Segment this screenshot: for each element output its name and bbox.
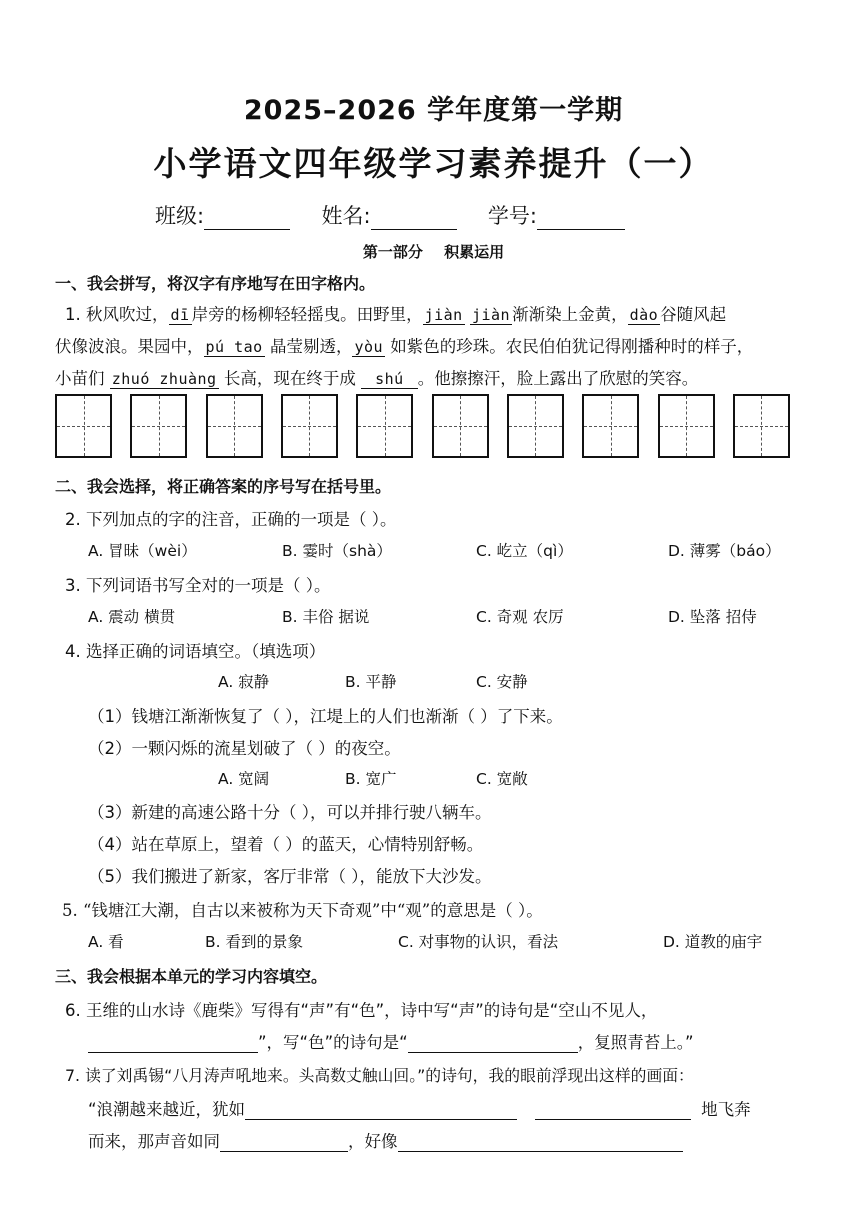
q7-blank-1[interactable] xyxy=(245,1101,517,1120)
q7-blank-2[interactable] xyxy=(535,1101,691,1120)
q1-line2c: 如紫色的珍珠。农民伯伯犹记得刚播种时的样子， xyxy=(390,337,754,356)
q2-option-b[interactable]: B. 霎时（shà） xyxy=(282,542,392,560)
tianzige-cell[interactable] xyxy=(582,394,639,458)
section1-heading: 一、我会拼写，将汉字有序地写在田字格内。 xyxy=(55,274,376,293)
pinyin-shu: shú xyxy=(361,370,418,389)
q5-option-a[interactable]: A. 看 xyxy=(88,933,124,951)
tianzige-cell[interactable] xyxy=(356,394,413,458)
q1-seg1: 秋风吹过， xyxy=(86,305,169,324)
tianzige-cell[interactable] xyxy=(507,394,564,458)
q1-line3c: 。他擦擦汗，脸上露出了欣慰的笑容。 xyxy=(417,369,699,388)
tianzige-cell[interactable] xyxy=(130,394,187,458)
q3-stem: 3. 下列词语书写全对的一项是（ ）。 xyxy=(65,576,331,595)
tianzige-cell[interactable] xyxy=(432,394,489,458)
q6-blank-color[interactable] xyxy=(408,1034,578,1053)
tianzige-cell[interactable] xyxy=(55,394,112,458)
q3-option-c[interactable]: C. 奇观 农厉 xyxy=(476,608,564,626)
q1-line3a: 小苗们 xyxy=(55,369,105,388)
q6-line1: 6. 王维的山水诗《鹿柴》写得有“声”有“色”，诗中写“声”的诗句是“空山不见人， xyxy=(65,1001,658,1020)
q7-blank-4[interactable] xyxy=(398,1133,683,1152)
id-field[interactable] xyxy=(537,207,625,230)
q2-option-a[interactable]: A. 冒昧（wèi） xyxy=(88,542,197,560)
pinyin-you: yòu xyxy=(354,338,384,356)
q1-line1 xyxy=(65,301,726,325)
tianzige-cell[interactable] xyxy=(281,394,338,458)
q7-line2b: 地飞奔 xyxy=(701,1100,751,1119)
q1-line3b: 长高，现在终于成 xyxy=(223,369,356,388)
pinyin-jian2: jiàn xyxy=(471,306,511,324)
q6-line2a: ”，写“色”的诗句是“ xyxy=(258,1033,408,1052)
q4-group2-option-c: C. 宽敞 xyxy=(476,770,528,788)
section3-heading: 三、我会根据本单元的学习内容填空。 xyxy=(55,967,328,986)
q4-sentence-4: （4）站在草原上，望着（ ）的蓝天，心情特别舒畅。 xyxy=(88,835,484,854)
tianzige-grid xyxy=(55,394,790,462)
q4-group1-option-a: A. 寂静 xyxy=(218,673,270,691)
tianzige-cell[interactable] xyxy=(733,394,790,458)
pinyin-dao: dào xyxy=(629,306,659,324)
q1-num: 1. xyxy=(65,305,81,324)
q1-line3 xyxy=(55,365,698,389)
q2-stem: 2. 下列加点的字的注音，正确的一项是（ ）。 xyxy=(65,510,397,529)
pinyin-di: dī xyxy=(170,306,190,324)
q7-line3 xyxy=(88,1128,683,1152)
q7-line2a: “浪潮越来越近，犹如 xyxy=(88,1100,246,1119)
q1-line2a: 伏像波浪。果园中， xyxy=(55,337,204,356)
q7-line3a: 而来，那声音如同 xyxy=(88,1132,220,1151)
name-label: 姓名: xyxy=(321,204,371,228)
q1-seg3: 渐渐染上金黄， xyxy=(512,305,628,324)
pinyin-jian1: jiàn xyxy=(424,306,463,324)
q4-group2-option-a: A. 宽阔 xyxy=(218,770,270,788)
q6-blank-sound[interactable] xyxy=(88,1034,258,1053)
part-heading xyxy=(0,241,867,262)
pinyin-zhuozhuang: zhuó zhuàng xyxy=(111,370,217,388)
q4-stem: 4. 选择正确的词语填空。（填选项） xyxy=(65,642,326,661)
q4-sentence-5: （5）我们搬进了新家，客厅非常（ ），能放下大沙发。 xyxy=(88,867,492,886)
q3-option-a[interactable]: A. 震动 横贯 xyxy=(88,608,176,626)
q7-line2 xyxy=(88,1096,751,1120)
q1-seg4: 谷随风起 xyxy=(660,305,727,324)
q4-group1-option-b: B. 平静 xyxy=(345,673,397,691)
q1-line2b: 晶莹剔透， xyxy=(269,337,353,356)
student-info-line xyxy=(155,200,625,230)
q5-option-d[interactable]: D. 道教的庙宇 xyxy=(663,933,763,951)
part-label: 第一部分 xyxy=(362,243,423,261)
exam-title: 2025–2026 学年度第一学期 xyxy=(243,95,624,126)
q5-stem: 5. “钱塘江大潮，自古以来被称为天下奇观”中“观”的意思是（ ）。 xyxy=(62,901,543,920)
q5-option-b[interactable]: B. 看到的景象 xyxy=(205,933,303,951)
q4-group1-option-c: C. 安静 xyxy=(476,673,528,691)
section2-heading: 二、我会选择，将正确答案的序号写在括号里。 xyxy=(55,477,392,496)
tianzige-cell[interactable] xyxy=(658,394,715,458)
q6-line2b: ，复照青苔上。” xyxy=(577,1033,694,1052)
class-field[interactable] xyxy=(204,207,290,230)
q4-sentence-2: （2）一颗闪烁的流星划破了（ ）的夜空。 xyxy=(88,739,401,758)
q7-line3b: ，好像 xyxy=(348,1132,398,1151)
q1-line2 xyxy=(55,333,753,357)
id-label: 学号: xyxy=(487,204,537,228)
tianzige-cell[interactable] xyxy=(206,394,263,458)
q3-option-d[interactable]: D. 坠落 招侍 xyxy=(668,608,757,626)
q4-group2-option-b: B. 宽广 xyxy=(345,770,397,788)
q4-sentence-1: （1）钱塘江渐渐恢复了（ ），江堤上的人们也渐渐（ ）了下来。 xyxy=(88,707,563,726)
class-label: 班级: xyxy=(155,204,205,228)
part-name: 积累运用 xyxy=(444,243,505,261)
q7-blank-3[interactable] xyxy=(220,1133,348,1152)
q6-line2 xyxy=(88,1029,694,1053)
name-field[interactable] xyxy=(371,207,457,230)
q2-option-c[interactable]: C. 屹立（qì） xyxy=(476,542,573,560)
q1-seg2: 岸旁的杨柳轻轻摇曳。田野里， xyxy=(191,305,423,324)
q3-option-b[interactable]: B. 丰俗 据说 xyxy=(282,608,370,626)
q4-sentence-3: （3）新建的高速公路十分（ ），可以并排行驶八辆车。 xyxy=(88,803,492,822)
q7-line1: 7. 读了刘禹锡“八月涛声吼地来。头高数丈触山回。”的诗句，我的眼前浮现出这样的画面： xyxy=(65,1066,694,1085)
exam-subtitle: 小学语文四年级学习素养提升（一） xyxy=(153,144,714,183)
q2-option-d[interactable]: D. 薄雾（báo） xyxy=(668,542,781,560)
q5-option-c[interactable]: C. 对事物的认识，看法 xyxy=(398,933,559,951)
pinyin-putao: pú tao xyxy=(205,338,263,356)
